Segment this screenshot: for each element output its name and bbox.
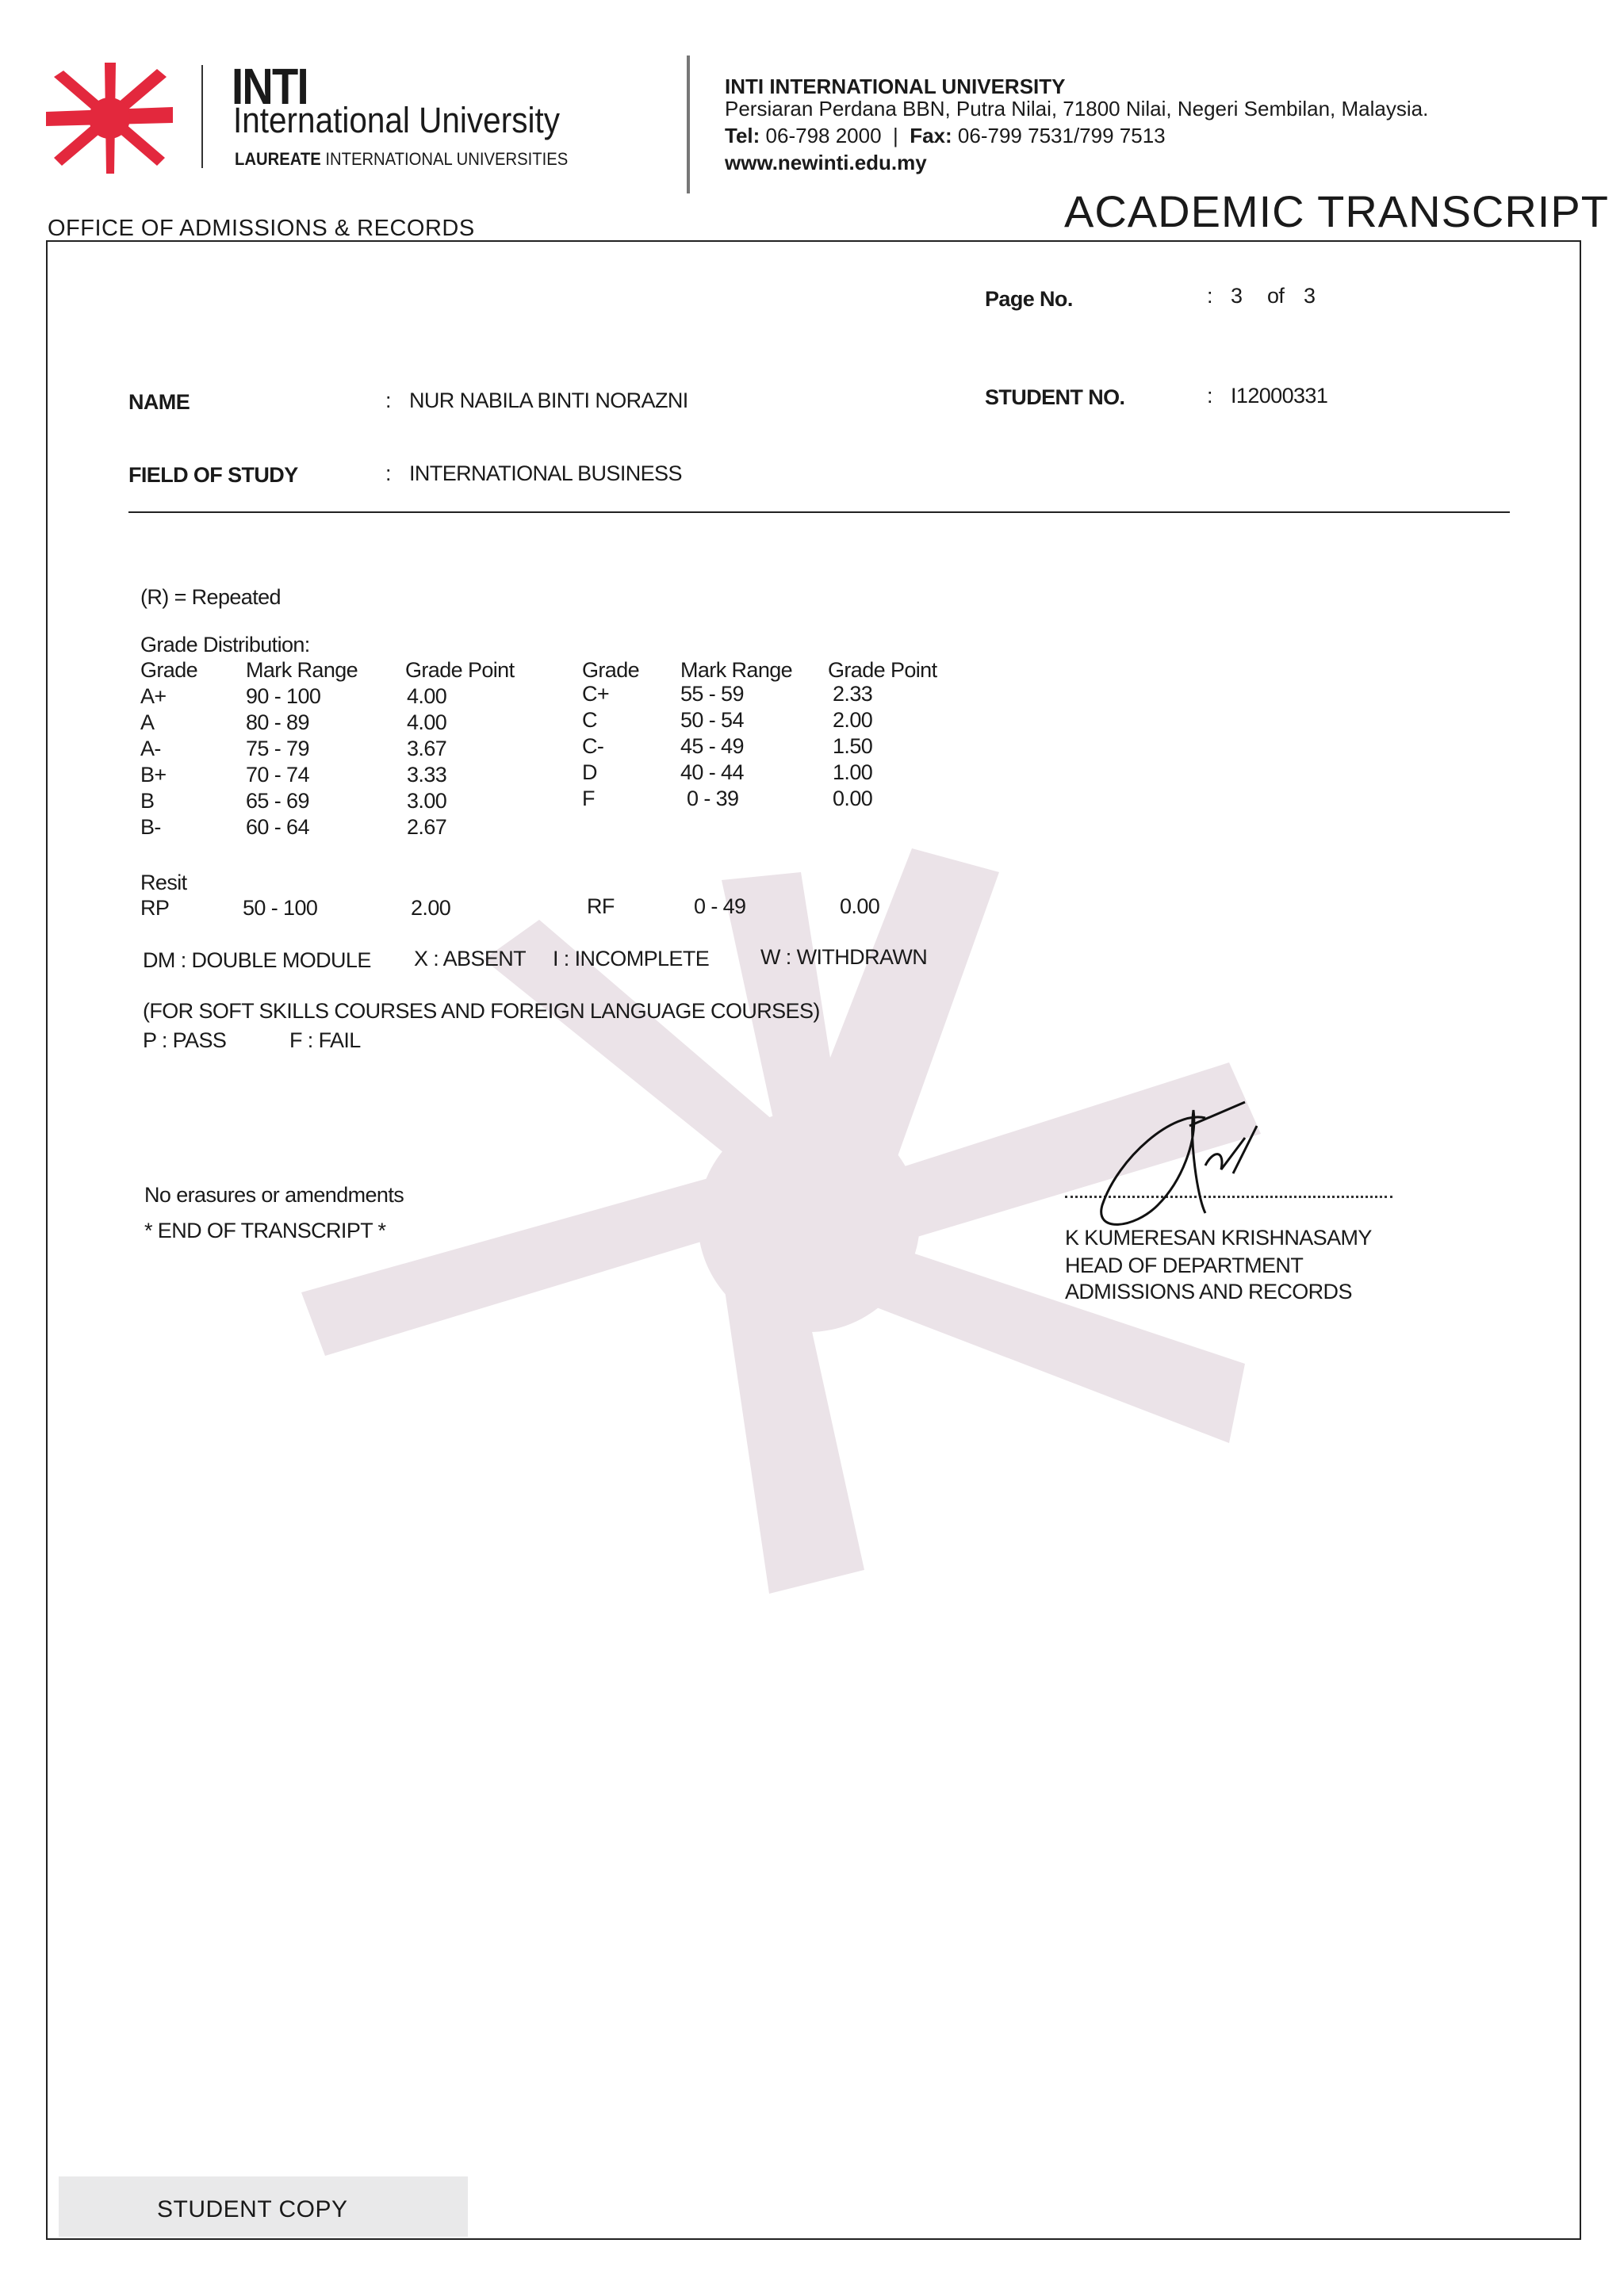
fax-label: Fax: (910, 124, 952, 147)
code-absent: X : ABSENT (414, 947, 527, 970)
pass-code: P : PASS (143, 1028, 227, 1052)
page-total: 3 (1304, 284, 1316, 308)
grade-table-cell: 1.50 (833, 734, 873, 758)
grade-table-cell: 3.00 (407, 789, 447, 813)
grade-table-cell: 70 - 74 (246, 763, 309, 787)
signature-icon (1086, 1094, 1269, 1237)
code-incomplete: I : INCOMPLETE (553, 947, 710, 970)
grade-table-header: Grade (582, 658, 640, 682)
grade-table-cell: 75 - 79 (246, 737, 309, 760)
name-label: NAME (128, 390, 190, 414)
grade-table-cell: C- (582, 734, 604, 758)
resit-rp-grade: RP (140, 896, 170, 920)
no-erasures-note: No erasures or amendments (144, 1183, 404, 1207)
grade-table-cell: 4.00 (407, 710, 447, 734)
student-no-colon: : (1207, 384, 1212, 408)
repeated-note: (R) = Repeated (140, 585, 281, 609)
fax-value: 06-799 7531/799 7513 (957, 124, 1166, 147)
grade-table-cell: 40 - 44 (680, 760, 744, 784)
fail-code: F : FAIL (289, 1028, 361, 1052)
header-divider (687, 56, 690, 193)
grade-distribution-title: Grade Distribution: (140, 633, 310, 657)
code-withdrawn: W : WITHDRAWN (760, 945, 928, 969)
tel-value: 06-798 2000 (765, 124, 882, 147)
grade-table-cell: 90 - 100 (246, 684, 321, 708)
grade-table-cell: A- (140, 737, 161, 760)
field-of-study: INTERNATIONAL BUSINESS (409, 461, 682, 485)
page-label: Page No. (985, 287, 1073, 311)
grade-table-cell: B+ (140, 763, 167, 787)
student-no-label: STUDENT NO. (985, 385, 1125, 409)
grade-table-cell: A+ (140, 684, 167, 708)
grade-table-header: Mark Range (246, 658, 358, 682)
grade-table-cell: 55 - 59 (680, 682, 744, 706)
name-colon: : (385, 389, 391, 412)
logo-tagline-text: INTERNATIONAL UNIVERSITIES (325, 149, 569, 169)
institution-website: www.newinti.edu.my (725, 151, 927, 174)
signatory-name: K KUMERESAN KRISHNASAMY (1065, 1226, 1372, 1250)
code-double-module: DM : DOUBLE MODULE (143, 948, 371, 972)
grade-table-cell: B- (140, 815, 161, 839)
grade-table-cell: D (582, 760, 597, 784)
grade-table-header: Grade Point (405, 658, 515, 682)
grade-table-cell: 45 - 49 (680, 734, 744, 758)
resit-rf-grade: RF (587, 894, 615, 918)
signatory-title: HEAD OF DEPARTMENT (1065, 1254, 1304, 1277)
page-colon: : (1207, 284, 1212, 308)
grade-table-cell: 1.00 (833, 760, 873, 784)
grade-table-cell: 3.67 (407, 737, 447, 760)
resit-rp-range: 50 - 100 (243, 896, 318, 920)
grade-table-cell: 2.33 (833, 682, 873, 706)
student-copy-label: STUDENT COPY (157, 2196, 348, 2222)
resit-rf-range: 0 - 49 (694, 894, 746, 918)
student-name: NUR NABILA BINTI NORAZNI (409, 389, 688, 412)
grade-table-cell: 2.00 (833, 708, 873, 732)
grade-table-cell: B (140, 789, 155, 813)
resit-rf-point: 0.00 (840, 894, 880, 918)
institution-contact: Tel: 06-798 2000 | Fax: 06-799 7531/799 7513 (725, 124, 1166, 147)
field-label: FIELD OF STUDY (128, 463, 298, 487)
grade-table-header: Mark Range (680, 658, 793, 682)
grade-table-cell: C+ (582, 682, 610, 706)
logo-subtitle: International University (233, 100, 560, 140)
grade-table-cell: 4.00 (407, 684, 447, 708)
grade-table-cell: A (140, 710, 155, 734)
resit-title: Resit (140, 871, 187, 894)
logo-tagline-bold: LAUREATE (235, 149, 321, 169)
grade-table-cell: 60 - 64 (246, 815, 309, 839)
resit-rp-point: 2.00 (411, 896, 451, 920)
info-separator (128, 511, 1510, 513)
institution-address: Persiaran Perdana BBN, Putra Nilai, 71800 Nilai, Negeri Sembilan, Malaysia. (725, 97, 1429, 121)
grade-table-cell: 0.00 (833, 787, 873, 810)
tel-label: Tel: (725, 124, 760, 147)
grade-table-header: Grade (140, 658, 198, 682)
grade-table-cell: F (582, 787, 595, 810)
logo-tagline (235, 149, 568, 170)
logo-divider (201, 65, 203, 168)
inti-logo-star-icon (41, 60, 178, 176)
student-no: I12000331 (1231, 384, 1328, 408)
grade-table-cell: 3.33 (407, 763, 447, 787)
grade-table-header: Grade Point (828, 658, 937, 682)
grade-table-cell: 50 - 54 (680, 708, 744, 732)
document-title: ACADEMIC TRANSCRIPT (1064, 186, 1609, 236)
logo-text: INTI (232, 58, 308, 115)
grade-table-cell: 80 - 89 (246, 710, 309, 734)
field-colon: : (385, 461, 391, 485)
page-of: of (1267, 284, 1285, 308)
grade-table-cell: 2.67 (407, 815, 447, 839)
end-of-transcript: * END OF TRANSCRIPT * (144, 1219, 386, 1242)
office-title: OFFICE OF ADMISSIONS & RECORDS (48, 216, 475, 241)
institution-name: INTI INTERNATIONAL UNIVERSITY (725, 75, 1066, 98)
grade-table-cell: C (582, 708, 597, 732)
grade-table-cell: 65 - 69 (246, 789, 309, 813)
signatory-department: ADMISSIONS AND RECORDS (1065, 1280, 1352, 1303)
soft-skills-note: (FOR SOFT SKILLS COURSES AND FOREIGN LANGUAGE COURSES) (143, 999, 820, 1023)
grade-table-cell: 0 - 39 (687, 787, 739, 810)
page-current: 3 (1231, 284, 1243, 308)
